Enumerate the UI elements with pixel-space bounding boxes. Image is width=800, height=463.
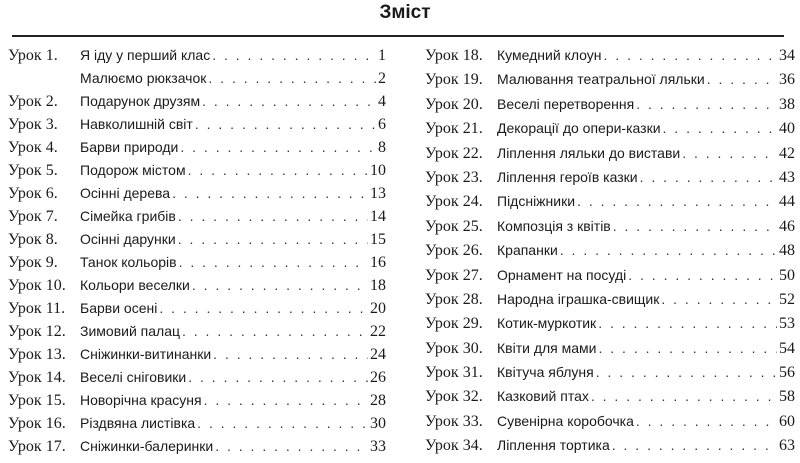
page-number: 44 <box>779 193 795 211</box>
dot-leader <box>591 388 777 404</box>
toc-left-column <box>8 47 386 461</box>
dot-leader <box>192 277 368 293</box>
page-number: 4 <box>378 93 386 110</box>
lesson-number: Урок 10. <box>8 277 66 294</box>
page-number: 30 <box>370 415 386 432</box>
toc-entry <box>8 116 386 139</box>
lesson-title: Осінні дарунки <box>80 231 176 247</box>
dot-leader <box>182 323 368 339</box>
lesson-number: Урок 17. <box>8 438 66 455</box>
lesson-number: Урок 34. <box>425 437 483 455</box>
page-number: 22 <box>370 323 386 340</box>
dot-leader <box>178 208 368 224</box>
toc-entry <box>8 300 386 323</box>
lesson-number: Урок 24. <box>425 193 483 211</box>
lesson-title: Новорічна красуня <box>80 392 202 408</box>
toc-entry <box>425 388 795 412</box>
dot-leader <box>663 120 777 136</box>
dot-leader <box>208 70 376 86</box>
toc-entry <box>425 218 795 242</box>
page-number: 48 <box>779 242 795 260</box>
page-number: 38 <box>779 95 795 113</box>
lesson-title: Подарунок друзям <box>80 93 201 109</box>
dot-leader <box>599 340 778 356</box>
toc-entry <box>425 291 795 315</box>
toc-entry <box>8 185 386 208</box>
page-number: 42 <box>779 144 795 162</box>
dot-leader <box>628 267 777 283</box>
lesson-title: Навколишній світ <box>80 116 193 132</box>
dot-leader <box>682 145 777 161</box>
toc-entry <box>425 267 795 291</box>
lesson-number: Урок 26. <box>425 242 483 260</box>
dot-leader <box>159 300 368 316</box>
page-number: 15 <box>370 231 386 248</box>
dot-leader <box>612 437 777 453</box>
lesson-title: Барви осені <box>80 300 158 316</box>
lesson-title: Народна іграшка-свищик <box>497 290 660 307</box>
page-number: 52 <box>779 290 795 308</box>
page-number: 56 <box>779 364 795 382</box>
dot-leader <box>215 438 368 454</box>
dot-leader <box>180 139 376 155</box>
toc-entry <box>425 71 795 95</box>
toc-entry <box>8 70 386 93</box>
toc-entry <box>8 139 386 162</box>
toc-entry <box>425 145 795 169</box>
lesson-number: Урок 9. <box>8 254 58 271</box>
lesson-title: Осінні дерева <box>80 185 171 201</box>
lesson-title: Казковий птах <box>497 388 589 405</box>
lesson-title: Ліплення ляльки до вистави <box>497 144 681 161</box>
toc-right-column <box>425 47 795 462</box>
toc-entry <box>425 242 795 266</box>
page-number: 6 <box>378 116 386 133</box>
title-divider <box>12 35 784 37</box>
lesson-number: Урок 6. <box>8 185 58 202</box>
page-number: 50 <box>779 266 795 284</box>
lesson-number: Урок 21. <box>425 120 483 138</box>
toc-entry <box>425 169 795 193</box>
lesson-number: Урок 27. <box>425 266 483 284</box>
dot-leader <box>195 116 376 132</box>
page-number: 16 <box>370 254 386 271</box>
page-number: 60 <box>779 412 795 430</box>
toc-entry <box>8 392 386 415</box>
page-number: 2 <box>378 70 386 87</box>
page-number: 24 <box>370 346 386 363</box>
page-number: 20 <box>370 300 386 317</box>
toc-entry <box>8 415 386 438</box>
lesson-number: Урок 12. <box>8 323 66 340</box>
dot-leader <box>596 364 777 380</box>
dot-leader <box>212 47 376 63</box>
page-number: 46 <box>779 217 795 235</box>
toc-entry <box>425 340 795 364</box>
lesson-title: Декорації до опери-казки <box>497 120 661 137</box>
lesson-number: Урок 29. <box>425 315 483 333</box>
lesson-number: Урок 20. <box>425 95 483 113</box>
lesson-title: Ліплення тортика <box>497 437 610 454</box>
lesson-title: Кольори веселки <box>80 277 190 293</box>
lesson-title: Різдвяна листівка <box>80 415 196 431</box>
toc-entry <box>8 346 386 369</box>
lesson-title: Композція з квітів <box>497 217 611 234</box>
toc-entry <box>425 47 795 71</box>
dot-leader <box>172 185 368 201</box>
page-number: 18 <box>370 277 386 294</box>
page-number: 58 <box>779 388 795 406</box>
page-number: 43 <box>779 168 795 186</box>
dot-leader <box>604 47 777 63</box>
page-title: Зміст <box>379 2 431 23</box>
toc-entry <box>8 93 386 116</box>
lesson-number: Урок 33. <box>425 412 483 430</box>
toc-entry <box>8 369 386 392</box>
dot-leader <box>577 193 777 209</box>
page-number: 1 <box>378 47 386 64</box>
page-number: 34 <box>779 47 795 64</box>
dot-leader <box>178 231 368 247</box>
toc-entry <box>425 364 795 388</box>
page-number: 8 <box>378 139 386 156</box>
page-number: 28 <box>370 392 386 409</box>
lesson-number: Урок 16. <box>8 415 66 432</box>
lesson-title: Танок кольорів <box>80 254 177 270</box>
lesson-title: Подорож містом <box>80 162 186 178</box>
lesson-title: Веселі сніговики <box>80 369 187 385</box>
dot-leader <box>636 413 777 429</box>
page-number: 14 <box>370 208 386 225</box>
toc-entry <box>8 208 386 231</box>
lesson-number: Урок 14. <box>8 369 66 386</box>
toc-entry <box>8 323 386 346</box>
lesson-title: Барви природи <box>80 139 179 155</box>
lesson-number: Урок 31. <box>425 364 483 382</box>
lesson-number: Урок 7. <box>8 208 58 225</box>
dot-leader <box>179 254 368 270</box>
lesson-number: Урок 13. <box>8 346 66 363</box>
toc-entry <box>8 162 386 185</box>
lesson-title: Кумедний клоун <box>497 47 602 63</box>
dot-leader <box>213 346 368 362</box>
lesson-title: Веселі перетворення <box>497 95 635 112</box>
toc-entry <box>8 438 386 461</box>
lesson-title: Котик-муркотик <box>497 315 597 332</box>
lesson-number: Урок 15. <box>8 392 66 409</box>
lesson-title: Сніжинки-балеринки <box>80 438 214 454</box>
dot-leader <box>661 291 777 307</box>
dot-leader <box>598 315 777 331</box>
lesson-title: Малювання театральної ляльки <box>497 71 705 88</box>
page-number: 63 <box>779 437 795 455</box>
lesson-number: Урок 2. <box>8 93 58 110</box>
lesson-number: Урок 19. <box>425 71 483 89</box>
toc-entry <box>8 254 386 277</box>
toc-entry <box>425 96 795 120</box>
toc-entry <box>8 277 386 300</box>
lesson-title: Квіти для мами <box>497 339 597 356</box>
page-number: 36 <box>779 71 795 89</box>
lesson-number: Урок 23. <box>425 168 483 186</box>
toc-entry <box>425 193 795 217</box>
lesson-title: Я іду у перший клас <box>80 47 211 63</box>
lesson-title: Сувенірна коробочка <box>497 412 634 429</box>
toc-entry <box>425 413 795 437</box>
lesson-number: Урок 25. <box>425 217 483 235</box>
lesson-number: Урок 32. <box>425 388 483 406</box>
lesson-number: Урок 1. <box>8 47 58 64</box>
dot-leader <box>197 415 368 431</box>
lesson-title: Підсніжники <box>497 193 576 210</box>
toc-entry <box>8 231 386 254</box>
lesson-number: Урок 18. <box>425 47 483 64</box>
lesson-number: Урок 30. <box>425 339 483 357</box>
dot-leader <box>204 392 368 408</box>
lesson-title: Малюємо рюкзачок <box>80 70 207 86</box>
dot-leader <box>560 242 777 258</box>
toc-entry <box>425 437 795 461</box>
toc-entry <box>425 315 795 339</box>
lesson-title: Орнамент на посуді <box>497 266 627 283</box>
lesson-number: Урок 8. <box>8 231 58 248</box>
lesson-title: Зимовий палац <box>80 323 180 339</box>
lesson-title: Квітуча яблуня <box>497 364 594 381</box>
page-number: 40 <box>779 120 795 138</box>
lesson-number: Урок 28. <box>425 290 483 308</box>
dot-leader <box>636 96 777 112</box>
dot-leader <box>613 218 777 234</box>
toc-entry <box>425 120 795 144</box>
page-number: 26 <box>370 369 386 386</box>
page-number: 54 <box>779 339 795 357</box>
page-number: 53 <box>779 315 795 333</box>
lesson-number: Урок 3. <box>8 116 58 133</box>
lesson-number: Урок 11. <box>8 300 66 317</box>
page-number: 10 <box>370 162 386 179</box>
lesson-title: Сніжинки-витинанки <box>80 346 212 362</box>
page-number: 13 <box>370 185 386 202</box>
dot-leader <box>188 369 368 385</box>
lesson-number: Урок 4. <box>8 139 58 156</box>
dot-leader <box>202 93 376 109</box>
page-number: 33 <box>370 438 386 455</box>
lesson-title: Сімейка грибів <box>80 208 176 224</box>
toc-entry <box>8 47 386 70</box>
dot-leader <box>640 169 777 185</box>
lesson-number: Урок 22. <box>425 144 483 162</box>
dot-leader <box>188 162 368 178</box>
lesson-number: Урок 5. <box>8 162 58 179</box>
lesson-title: Крапанки <box>497 242 558 259</box>
dot-leader <box>707 71 777 87</box>
lesson-title: Ліплення героїв казки <box>497 168 638 185</box>
